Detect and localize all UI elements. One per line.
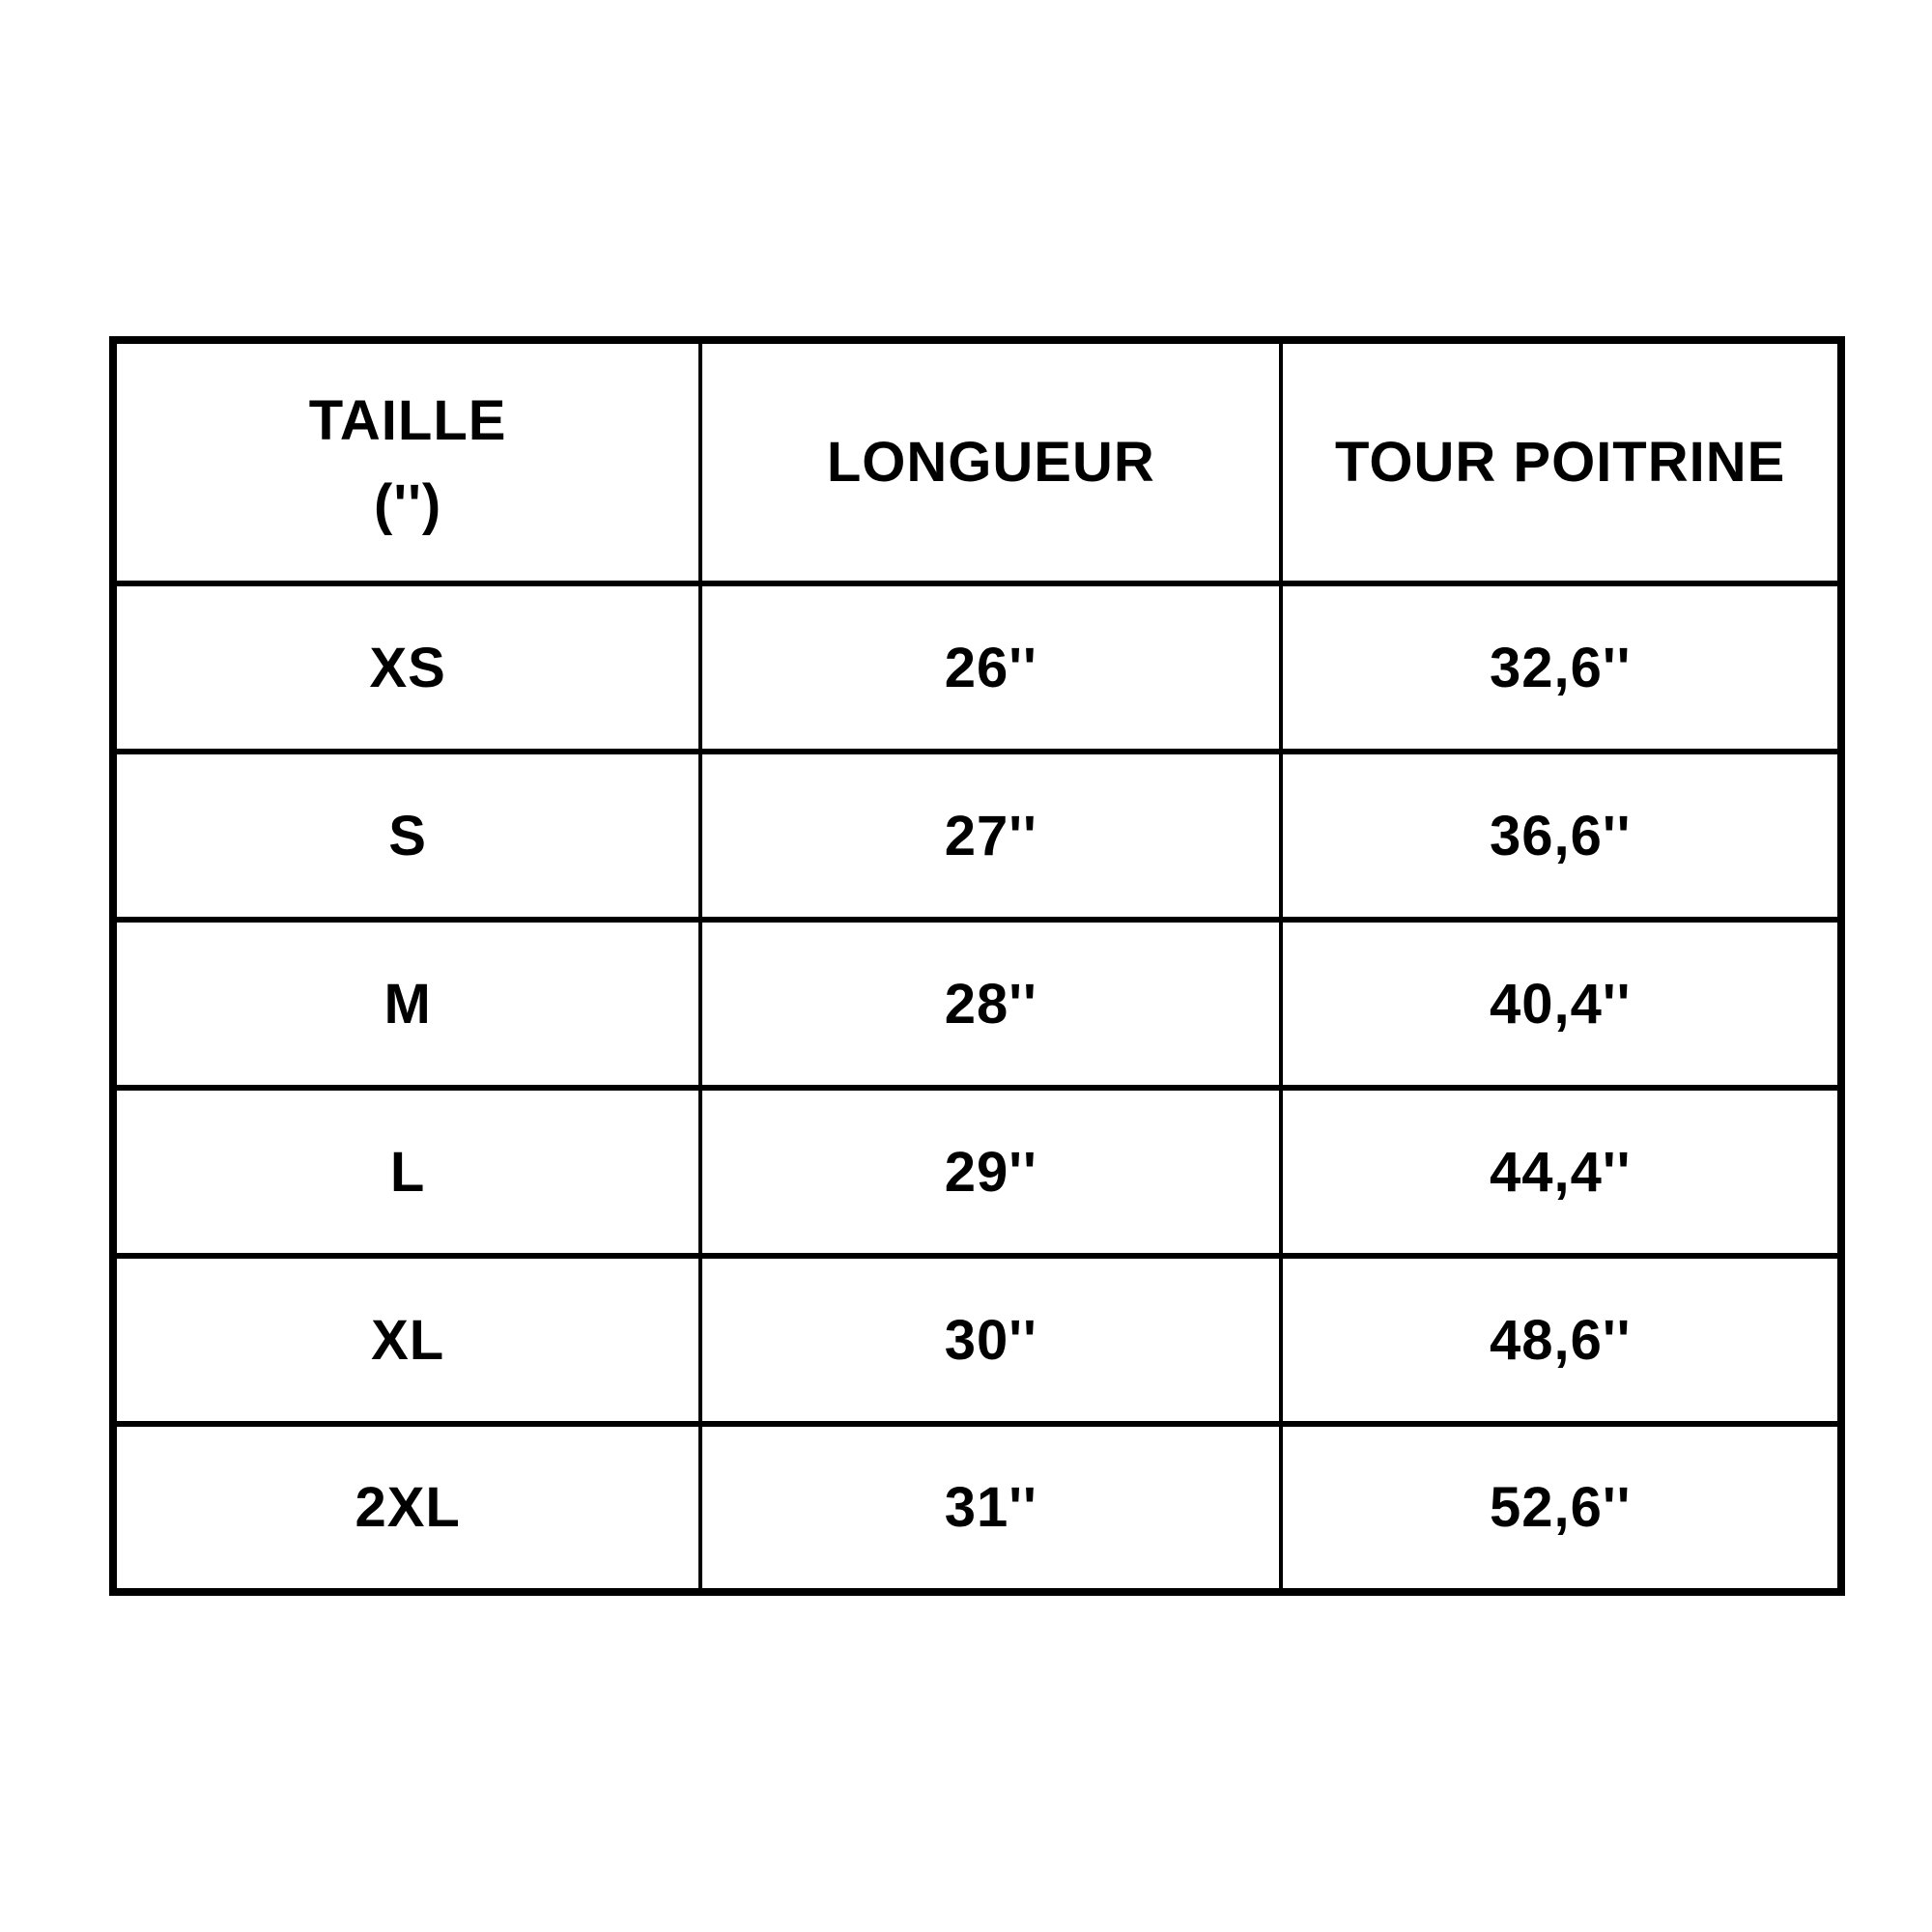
cell-tour-poitrine: 36,6'' xyxy=(1281,752,1841,920)
header-tour-poitrine-label: TOUR POITRINE xyxy=(1335,431,1786,494)
table-row-s xyxy=(113,752,1841,920)
cell-tour-poitrine: 44,4'' xyxy=(1281,1088,1841,1256)
cell-taille: XS xyxy=(113,583,700,752)
cell-longueur: 28'' xyxy=(700,920,1281,1088)
header-taille xyxy=(113,340,700,583)
header-longueur-label: LONGUEUR xyxy=(826,431,1155,494)
table-row-2xl xyxy=(113,1424,1841,1592)
table-row-xl xyxy=(113,1256,1841,1424)
cell-taille: M xyxy=(113,920,700,1088)
cell-taille: 2XL xyxy=(113,1424,700,1592)
header-row xyxy=(113,340,1841,583)
cell-longueur: 26'' xyxy=(700,583,1281,752)
cell-taille: XL xyxy=(113,1256,700,1424)
cell-tour-poitrine: 48,6'' xyxy=(1281,1256,1841,1424)
cell-longueur: 30'' xyxy=(700,1256,1281,1424)
cell-longueur: 29'' xyxy=(700,1088,1281,1256)
cell-taille: S xyxy=(113,752,700,920)
cell-longueur: 31'' xyxy=(700,1424,1281,1592)
table-row-xs xyxy=(113,583,1841,752)
table-row-m xyxy=(113,920,1841,1088)
cell-tour-poitrine: 52,6'' xyxy=(1281,1424,1841,1592)
table-row-l xyxy=(113,1088,1841,1256)
cell-tour-poitrine: 32,6'' xyxy=(1281,583,1841,752)
header-longueur xyxy=(700,340,1281,583)
size-chart-table xyxy=(109,336,1845,1596)
header-taille-line1: TAILLE xyxy=(308,388,507,452)
cell-tour-poitrine: 40,4'' xyxy=(1281,920,1841,1088)
cell-taille: L xyxy=(113,1088,700,1256)
header-tour-poitrine xyxy=(1281,340,1841,583)
header-taille-line2: ('') xyxy=(374,472,442,536)
cell-longueur: 27'' xyxy=(700,752,1281,920)
